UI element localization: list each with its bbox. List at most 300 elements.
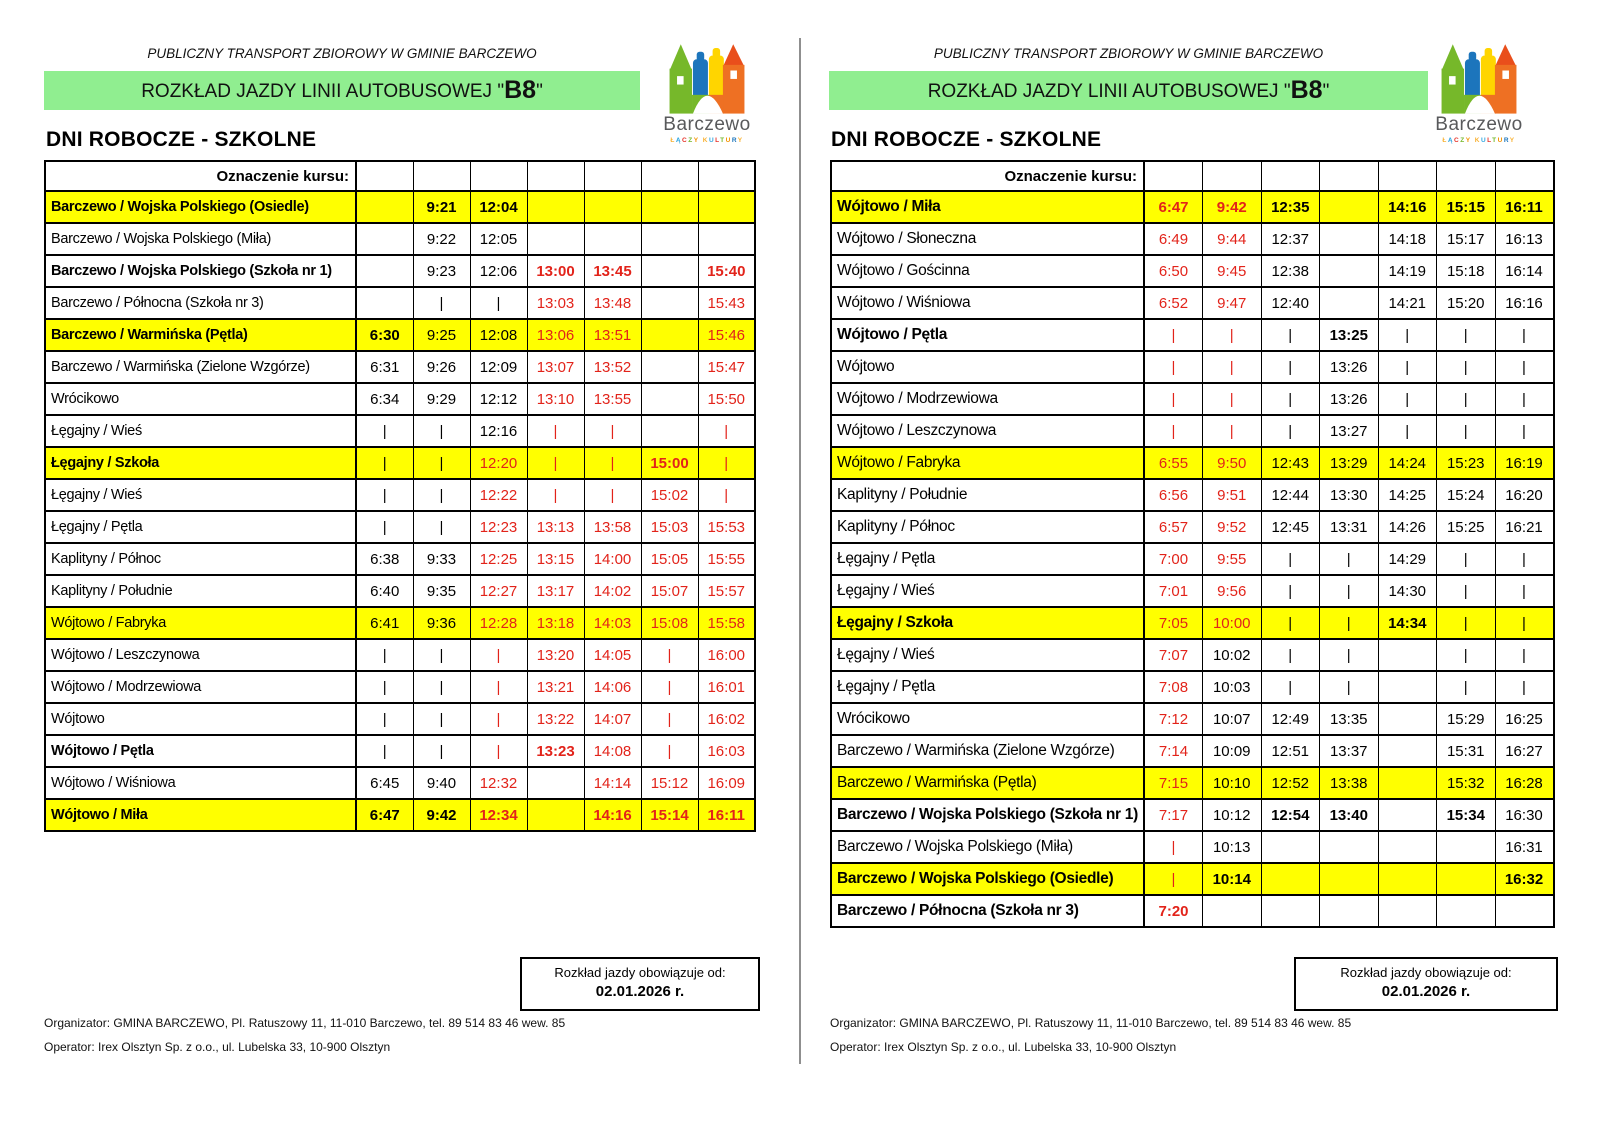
town-towers-icon: [663, 40, 751, 116]
time-cell: 16:11: [1495, 191, 1554, 223]
course-header-cell: [1261, 161, 1320, 191]
pass-through-mark: |: [1144, 319, 1203, 351]
stop-name-cell: Barczewo / Wojska Polskiego (Szkoła nr 1): [45, 255, 356, 287]
time-cell: 15:55: [698, 543, 755, 575]
time-cell: 15:46: [698, 319, 755, 351]
time-cell: 15:57: [698, 575, 755, 607]
stop-row: [45, 735, 755, 767]
time-cell: 14:08: [584, 735, 641, 767]
time-cell: 7:15: [1144, 767, 1203, 799]
time-cell: 12:34: [470, 799, 527, 831]
time-cell: 12:04: [470, 191, 527, 223]
course-header-cell: [527, 161, 584, 191]
timetable-table: [44, 160, 756, 832]
banner-text: ROZKŁAD JAZDY LINII AUTOBUSOWEJ ": [927, 81, 1291, 102]
pass-through-mark: |: [1203, 415, 1262, 447]
pass-through-mark: |: [356, 735, 413, 767]
time-cell: 14:18: [1378, 223, 1437, 255]
time-cell: 15:34: [1437, 799, 1496, 831]
course-header-cell: [413, 161, 470, 191]
pass-through-mark: |: [1378, 415, 1437, 447]
banner-quote: ": [1322, 81, 1330, 102]
town-towers-icon: [1435, 40, 1523, 116]
pass-through-mark: |: [413, 447, 470, 479]
operator-line: Operator: Irex Olsztyn Sp. z o.o., ul. Lubelska 33, 10-900 Olsztyn: [44, 1040, 391, 1054]
stop-name-cell: Barczewo / Warmińska (Pętla): [831, 767, 1144, 799]
pass-through-mark: |: [1203, 319, 1262, 351]
empty-cell: [698, 191, 755, 223]
stop-row: [45, 255, 755, 287]
stop-row: [45, 447, 755, 479]
time-cell: 9:55: [1203, 543, 1262, 575]
time-cell: 15:23: [1437, 447, 1496, 479]
time-cell: 13:48: [584, 287, 641, 319]
time-cell: 13:26: [1320, 351, 1379, 383]
stop-name-cell: Barczewo / Warmińska (Zielone Wzgórze): [45, 351, 356, 383]
time-cell: 16:32: [1495, 863, 1554, 895]
stop-name-cell: Wrócikowo: [45, 383, 356, 415]
time-cell: 6:45: [356, 767, 413, 799]
time-cell: 14:06: [584, 671, 641, 703]
pass-through-mark: |: [1495, 543, 1554, 575]
time-cell: 10:09: [1203, 735, 1262, 767]
time-cell: 9:36: [413, 607, 470, 639]
stop-name-cell: Wójtowo / Pętla: [831, 319, 1144, 351]
stop-name-cell: Kaplityny / Południe: [831, 479, 1144, 511]
pass-through-mark: |: [356, 703, 413, 735]
time-cell: 10:02: [1203, 639, 1262, 671]
time-cell: 7:08: [1144, 671, 1203, 703]
time-cell: 12:25: [470, 543, 527, 575]
stop-row: [831, 319, 1554, 351]
stop-row: [45, 479, 755, 511]
time-cell: 13:29: [1320, 447, 1379, 479]
time-cell: 12:45: [1261, 511, 1320, 543]
time-cell: 6:41: [356, 607, 413, 639]
time-cell: 13:45: [584, 255, 641, 287]
pass-through-mark: |: [1378, 351, 1437, 383]
pass-through-mark: |: [641, 639, 698, 671]
course-header-cell: [1437, 161, 1496, 191]
time-cell: 10:00: [1203, 607, 1262, 639]
time-cell: 16:01: [698, 671, 755, 703]
time-cell: 16:02: [698, 703, 755, 735]
pass-through-mark: |: [1437, 671, 1496, 703]
time-cell: 12:06: [470, 255, 527, 287]
time-cell: 15:58: [698, 607, 755, 639]
time-cell: 10:14: [1203, 863, 1262, 895]
time-cell: 15:40: [698, 255, 755, 287]
stop-name-cell: Barczewo / Warmińska (Zielone Wzgórze): [831, 735, 1144, 767]
line-number: B8: [504, 76, 537, 104]
logo-tagline: ŁĄCZY KULTURY: [670, 137, 744, 144]
time-cell: 15:14: [641, 799, 698, 831]
empty-cell: [527, 767, 584, 799]
pass-through-mark: |: [527, 447, 584, 479]
pass-through-mark: |: [1320, 607, 1379, 639]
stop-row: [831, 287, 1554, 319]
time-cell: 9:51: [1203, 479, 1262, 511]
time-cell: 16:14: [1495, 255, 1554, 287]
time-cell: 6:38: [356, 543, 413, 575]
pass-through-mark: |: [356, 447, 413, 479]
stop-row: [831, 703, 1554, 735]
schedule-type-heading: DNI ROBOCZE - SZKOLNE: [831, 128, 1102, 151]
stop-row: [45, 639, 755, 671]
time-cell: 12:27: [470, 575, 527, 607]
time-cell: 6:55: [1144, 447, 1203, 479]
time-cell: 9:21: [413, 191, 470, 223]
stop-row: [831, 223, 1554, 255]
empty-cell: [641, 287, 698, 319]
barczewo-logo: [1424, 40, 1534, 144]
stop-row: [831, 863, 1554, 895]
empty-cell: [1320, 895, 1379, 927]
time-cell: 7:17: [1144, 799, 1203, 831]
pass-through-mark: |: [1144, 415, 1203, 447]
time-cell: 15:05: [641, 543, 698, 575]
time-cell: 7:14: [1144, 735, 1203, 767]
time-cell: 14:29: [1378, 543, 1437, 575]
time-cell: 10:07: [1203, 703, 1262, 735]
stop-name-cell: Barczewo / Wojska Polskiego (Miła): [831, 831, 1144, 863]
pass-through-mark: |: [584, 447, 641, 479]
pass-through-mark: |: [1437, 639, 1496, 671]
time-cell: 16:11: [698, 799, 755, 831]
stop-name-cell: Wójtowo / Fabryka: [831, 447, 1144, 479]
pass-through-mark: |: [470, 287, 527, 319]
timetable-table: [830, 160, 1555, 928]
empty-cell: [641, 383, 698, 415]
time-cell: 9:26: [413, 351, 470, 383]
stop-name-cell: Wójtowo / Pętla: [45, 735, 356, 767]
pass-through-mark: |: [470, 735, 527, 767]
pass-through-mark: |: [1437, 575, 1496, 607]
pass-through-mark: |: [1320, 575, 1379, 607]
time-cell: 15:50: [698, 383, 755, 415]
stop-row: [831, 895, 1554, 927]
time-cell: 16:16: [1495, 287, 1554, 319]
empty-cell: [1261, 895, 1320, 927]
pass-through-mark: |: [413, 671, 470, 703]
stop-row: [45, 287, 755, 319]
time-cell: 12:35: [1261, 191, 1320, 223]
time-cell: 12:28: [470, 607, 527, 639]
pass-through-mark: |: [1495, 383, 1554, 415]
time-cell: 15:03: [641, 511, 698, 543]
course-header-row: [831, 161, 1554, 191]
barczewo-logo: [652, 40, 762, 144]
pass-through-mark: |: [641, 735, 698, 767]
pass-through-mark: |: [1320, 639, 1379, 671]
time-cell: 9:25: [413, 319, 470, 351]
empty-cell: [1378, 863, 1437, 895]
time-cell: 14:07: [584, 703, 641, 735]
stop-name-cell: Łęgajny / Wieś: [831, 639, 1144, 671]
time-cell: 12:16: [470, 415, 527, 447]
empty-cell: [1261, 863, 1320, 895]
stop-name-cell: Barczewo / Wojska Polskiego (Szkoła nr 1): [831, 799, 1144, 831]
stop-row: [831, 447, 1554, 479]
time-cell: 6:57: [1144, 511, 1203, 543]
time-cell: 7:01: [1144, 575, 1203, 607]
transport-header: PUBLICZNY TRANSPORT ZBIOROWY W GMINIE BARCZEWO: [933, 46, 1324, 61]
stop-name-cell: Barczewo / Wojska Polskiego (Miła): [45, 223, 356, 255]
pass-through-mark: |: [413, 287, 470, 319]
pass-through-mark: |: [1261, 351, 1320, 383]
time-cell: 6:56: [1144, 479, 1203, 511]
empty-cell: [1378, 639, 1437, 671]
pass-through-mark: |: [584, 415, 641, 447]
pass-through-mark: |: [470, 639, 527, 671]
time-cell: 15:43: [698, 287, 755, 319]
stop-name-cell: Wójtowo / Miła: [45, 799, 356, 831]
time-cell: 6:40: [356, 575, 413, 607]
pass-through-mark: |: [356, 671, 413, 703]
schedule-type-heading: DNI ROBOCZE - SZKOLNE: [46, 128, 317, 151]
time-cell: 6:30: [356, 319, 413, 351]
time-cell: 15:25: [1437, 511, 1496, 543]
empty-cell: [1320, 287, 1379, 319]
stop-row: [831, 671, 1554, 703]
time-cell: 13:26: [1320, 383, 1379, 415]
operator-line: Operator: Irex Olsztyn Sp. z o.o., ul. Lubelska 33, 10-900 Olsztyn: [830, 1040, 1177, 1054]
empty-cell: [641, 319, 698, 351]
time-cell: 9:29: [413, 383, 470, 415]
time-cell: 12:38: [1261, 255, 1320, 287]
time-cell: 15:47: [698, 351, 755, 383]
time-cell: 9:42: [413, 799, 470, 831]
pass-through-mark: |: [1144, 383, 1203, 415]
time-cell: 14:02: [584, 575, 641, 607]
time-cell: 13:30: [1320, 479, 1379, 511]
empty-cell: [1203, 895, 1262, 927]
empty-cell: [356, 223, 413, 255]
stop-row: [831, 511, 1554, 543]
time-cell: 9:47: [1203, 287, 1262, 319]
stop-row: [831, 799, 1554, 831]
stop-name-cell: Łęgajny / Pętla: [831, 543, 1144, 575]
pass-through-mark: |: [698, 447, 755, 479]
time-cell: 13:25: [1320, 319, 1379, 351]
empty-cell: [1378, 703, 1437, 735]
time-cell: 14:24: [1378, 447, 1437, 479]
pass-through-mark: |: [1378, 383, 1437, 415]
line-number: B8: [1290, 76, 1323, 104]
course-header-cell: [1144, 161, 1203, 191]
time-cell: 12:51: [1261, 735, 1320, 767]
time-cell: 10:12: [1203, 799, 1262, 831]
pass-through-mark: |: [641, 671, 698, 703]
time-cell: 16:21: [1495, 511, 1554, 543]
stop-name-cell: Wójtowo / Wiśniowa: [45, 767, 356, 799]
time-cell: 13:52: [584, 351, 641, 383]
time-cell: 14:30: [1378, 575, 1437, 607]
pass-through-mark: |: [413, 415, 470, 447]
time-cell: 15:32: [1437, 767, 1496, 799]
stop-row: [831, 607, 1554, 639]
pass-through-mark: |: [356, 639, 413, 671]
time-cell: 13:06: [527, 319, 584, 351]
time-cell: 12:12: [470, 383, 527, 415]
stop-name-cell: Wójtowo / Leszczynowa: [45, 639, 356, 671]
pass-through-mark: |: [1495, 639, 1554, 671]
empty-cell: [1320, 863, 1379, 895]
time-cell: 13:21: [527, 671, 584, 703]
empty-cell: [1437, 895, 1496, 927]
stop-name-cell: Wrócikowo: [831, 703, 1144, 735]
pass-through-mark: |: [356, 479, 413, 511]
time-cell: 9:44: [1203, 223, 1262, 255]
pass-through-mark: |: [584, 479, 641, 511]
course-header-label: Oznaczenie kursu:: [831, 161, 1144, 191]
time-cell: 12:22: [470, 479, 527, 511]
time-cell: 13:35: [1320, 703, 1379, 735]
time-cell: 9:22: [413, 223, 470, 255]
stop-row: [831, 383, 1554, 415]
time-cell: 7:20: [1144, 895, 1203, 927]
stop-name-cell: Wójtowo / Fabryka: [45, 607, 356, 639]
stop-row: [831, 479, 1554, 511]
logo-name: Barczewo: [1435, 114, 1523, 135]
pass-through-mark: |: [1320, 543, 1379, 575]
time-cell: 15:31: [1437, 735, 1496, 767]
pass-through-mark: |: [527, 479, 584, 511]
time-cell: 12:54: [1261, 799, 1320, 831]
empty-cell: [1320, 191, 1379, 223]
logo-name: Barczewo: [663, 114, 751, 135]
empty-cell: [584, 191, 641, 223]
stop-name-cell: Wójtowo / Gościnna: [831, 255, 1144, 287]
time-cell: 9:52: [1203, 511, 1262, 543]
stop-row: [45, 767, 755, 799]
empty-cell: [641, 191, 698, 223]
pass-through-mark: |: [356, 415, 413, 447]
organizer-line: Organizator: GMINA BARCZEWO, Pl. Ratuszowy 11, 11-010 Barczewo, tel. 89 514 83 46 wew. 85: [830, 1016, 1352, 1030]
time-cell: 16:28: [1495, 767, 1554, 799]
time-cell: 6:50: [1144, 255, 1203, 287]
stop-name-cell: Barczewo / Wojska Polskiego (Osiedle): [45, 191, 356, 223]
time-cell: 6:34: [356, 383, 413, 415]
stop-row: [45, 671, 755, 703]
course-header-cell: [641, 161, 698, 191]
stop-name-cell: Wójtowo / Wiśniowa: [831, 287, 1144, 319]
time-cell: 14:19: [1378, 255, 1437, 287]
pass-through-mark: |: [1144, 351, 1203, 383]
stop-name-cell: Łęgajny / Pętla: [45, 511, 356, 543]
time-cell: 16:00: [698, 639, 755, 671]
stop-row: [831, 639, 1554, 671]
empty-cell: [1378, 831, 1437, 863]
title-banner: [44, 71, 640, 110]
pass-through-mark: |: [1437, 415, 1496, 447]
pass-through-mark: |: [413, 735, 470, 767]
stop-name-cell: Wójtowo / Miła: [831, 191, 1144, 223]
stop-row: [831, 575, 1554, 607]
time-cell: 13:23: [527, 735, 584, 767]
time-cell: 9:23: [413, 255, 470, 287]
time-cell: 13:10: [527, 383, 584, 415]
validity-label: Rozkład jazdy obowiązuje od:: [554, 965, 726, 980]
empty-cell: [584, 223, 641, 255]
banner-text: ROZKŁAD JAZDY LINII AUTOBUSOWEJ ": [141, 81, 505, 102]
time-cell: 16:30: [1495, 799, 1554, 831]
time-cell: 9:42: [1203, 191, 1262, 223]
stop-row: [45, 703, 755, 735]
course-header-cell: [470, 161, 527, 191]
empty-cell: [1437, 831, 1496, 863]
time-cell: 13:22: [527, 703, 584, 735]
stop-name-cell: Kaplityny / Południe: [45, 575, 356, 607]
time-cell: 12:49: [1261, 703, 1320, 735]
stop-name-cell: Wójtowo / Modrzewiowa: [831, 383, 1144, 415]
time-cell: 16:31: [1495, 831, 1554, 863]
pass-through-mark: |: [1437, 607, 1496, 639]
pass-through-mark: |: [1261, 543, 1320, 575]
time-cell: 6:47: [356, 799, 413, 831]
empty-cell: [698, 223, 755, 255]
pass-through-mark: |: [413, 639, 470, 671]
pass-through-mark: |: [1144, 863, 1203, 895]
time-cell: 15:00: [641, 447, 698, 479]
pass-through-mark: |: [413, 703, 470, 735]
empty-cell: [1378, 767, 1437, 799]
pass-through-mark: |: [1378, 319, 1437, 351]
time-cell: 14:14: [584, 767, 641, 799]
time-cell: 14:21: [1378, 287, 1437, 319]
empty-cell: [527, 191, 584, 223]
time-cell: 16:03: [698, 735, 755, 767]
stop-row: [45, 351, 755, 383]
pass-through-mark: |: [1437, 351, 1496, 383]
empty-cell: [1320, 831, 1379, 863]
stop-name-cell: Wójtowo / Modrzewiowa: [45, 671, 356, 703]
pass-through-mark: |: [1495, 671, 1554, 703]
pass-through-mark: |: [698, 479, 755, 511]
time-cell: 13:15: [527, 543, 584, 575]
stop-row: [45, 191, 755, 223]
stop-name-cell: Barczewo / Wojska Polskiego (Osiedle): [831, 863, 1144, 895]
course-header-row: [45, 161, 755, 191]
time-cell: 9:56: [1203, 575, 1262, 607]
pass-through-mark: |: [1495, 415, 1554, 447]
stop-name-cell: Łęgajny / Wieś: [45, 479, 356, 511]
time-cell: 13:55: [584, 383, 641, 415]
pass-through-mark: |: [1261, 607, 1320, 639]
time-cell: 10:13: [1203, 831, 1262, 863]
time-cell: 12:37: [1261, 223, 1320, 255]
empty-cell: [1437, 863, 1496, 895]
time-cell: 10:03: [1203, 671, 1262, 703]
pass-through-mark: |: [1495, 319, 1554, 351]
time-cell: 15:02: [641, 479, 698, 511]
time-cell: 14:03: [584, 607, 641, 639]
time-cell: 9:50: [1203, 447, 1262, 479]
time-cell: 12:44: [1261, 479, 1320, 511]
stop-name-cell: Wójtowo / Słoneczna: [831, 223, 1144, 255]
time-cell: 13:03: [527, 287, 584, 319]
empty-cell: [356, 191, 413, 223]
banner-quote: ": [536, 81, 543, 102]
time-cell: 15:12: [641, 767, 698, 799]
time-cell: 9:45: [1203, 255, 1262, 287]
stop-row: [831, 351, 1554, 383]
stop-row: [831, 831, 1554, 863]
empty-cell: [641, 415, 698, 447]
time-cell: 14:00: [584, 543, 641, 575]
time-cell: 9:40: [413, 767, 470, 799]
stop-row: [45, 607, 755, 639]
